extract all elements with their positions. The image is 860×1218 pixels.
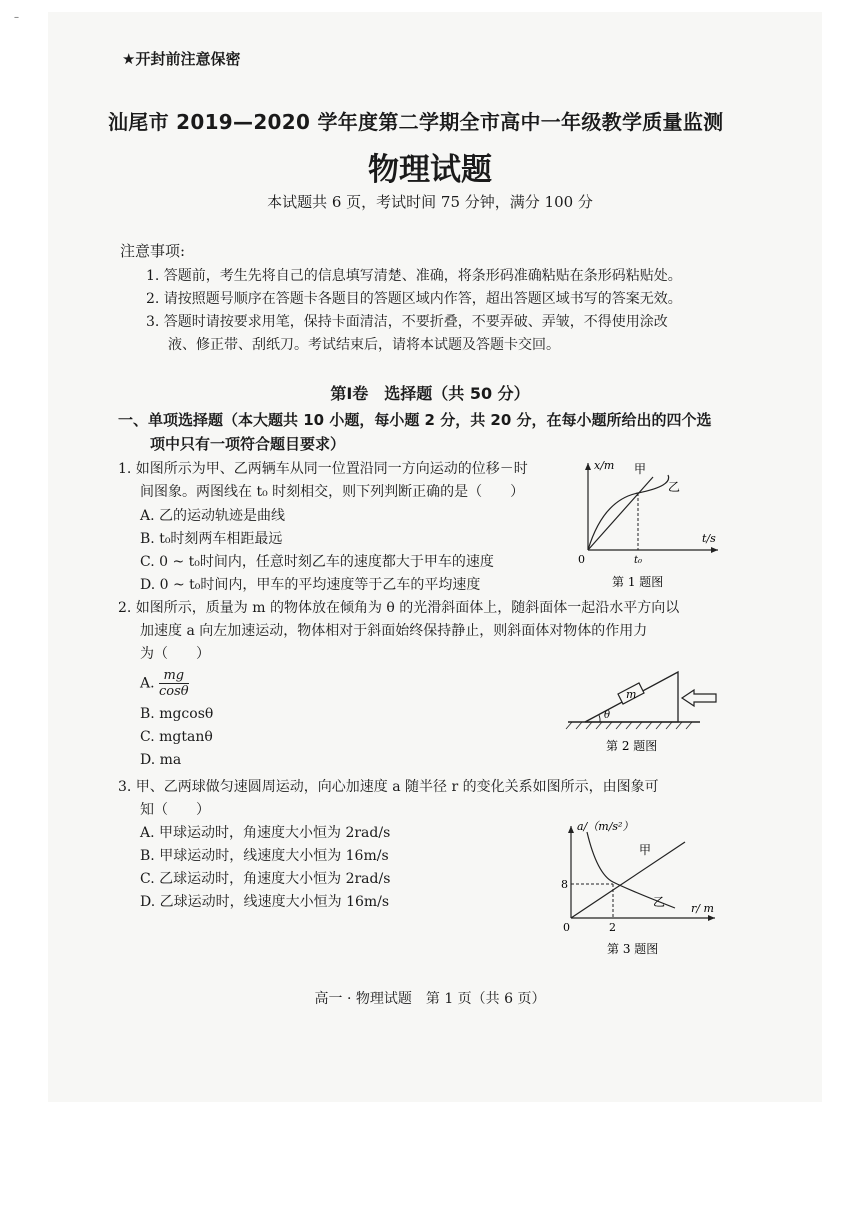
q3-x-arrow bbox=[708, 915, 715, 921]
q3-xlabel: r/ m bbox=[691, 902, 714, 915]
q1-yi-label: 乙 bbox=[668, 480, 681, 494]
q1-figure bbox=[568, 455, 728, 595]
q1-option-b: B. t₀时刻两车相距最远 bbox=[140, 531, 283, 547]
q1-xlabel: t/s bbox=[702, 532, 716, 545]
q1-option-a: A. 乙的运动轨迹是曲线 bbox=[140, 508, 286, 524]
section-title: 第Ⅰ卷 选择题（共 50 分） bbox=[330, 384, 530, 403]
confidential-notice: ★开封前注意保密 bbox=[122, 50, 241, 68]
scan-mark: – bbox=[14, 12, 19, 23]
q1-ylabel: x/m bbox=[594, 459, 615, 472]
q1-option-d: D. 0 ~ t₀时间内，甲车的平均速度等于乙车的平均速度 bbox=[140, 577, 481, 593]
q2-m-label: m bbox=[626, 688, 637, 701]
q1-y-arrow bbox=[585, 463, 591, 470]
q3-option-a: A. 甲球运动时，角速度大小恒为 2rad/s bbox=[140, 825, 391, 841]
part-instructions: 一、单项选择题（本大题共 10 小题，每小题 2 分，共 20 分，在每小题所给出的四个选 bbox=[118, 411, 712, 429]
q1-stem: 1. 如图所示为甲、乙两辆车从同一位置沿同一方向运动的位移－时 bbox=[118, 461, 528, 477]
q2-stem: 2. 如图所示，质量为 m 的物体放在倾角为 θ 的光滑斜面体上，随斜面体一起沿水平方向以 bbox=[118, 600, 680, 616]
q2-option-c: C. mgtanθ bbox=[140, 729, 213, 745]
q3-y-arrow bbox=[568, 826, 574, 833]
q2-option-a bbox=[140, 668, 189, 699]
q2-theta-label: θ bbox=[604, 710, 611, 721]
q1-t0-label: t₀ bbox=[634, 555, 643, 566]
q2-option-a-numerator: mg bbox=[159, 668, 189, 684]
q2-force-arrow bbox=[682, 690, 716, 706]
q1-curve-yi bbox=[588, 475, 669, 550]
q2-option-a-denominator: cosθ bbox=[159, 684, 189, 699]
q2-option-d: D. ma bbox=[140, 752, 182, 768]
exam-title: 汕尾市 2019—2020 学年度第二学期全市高中一年级教学质量监测 bbox=[108, 110, 724, 134]
q3-ylabel: a/（m/s²） bbox=[577, 820, 634, 833]
q2-option-a-fraction bbox=[159, 668, 189, 699]
q3-origin: 0 bbox=[563, 921, 570, 934]
note-item: 3. 答题时请按要求用笔，保持卡面清洁，不要折叠，不要弄破、弄皱，不得使用涂改 bbox=[146, 314, 668, 330]
q3-jia-label: 甲 bbox=[639, 843, 652, 857]
q2-stem-cont: 加速度 a 向左加速运动，物体相对于斜面始终保持静止，则斜面体对物体的作用力 bbox=[140, 623, 648, 639]
q2-angle-arc bbox=[599, 715, 600, 722]
q3-stem: 3. 甲、乙两球做匀速圆周运动，向心加速度 a 随半径 r 的变化关系如图所示，由图象可 bbox=[118, 779, 659, 795]
q3-y8-label: 8 bbox=[561, 878, 568, 891]
note-item: 2. 请按照题号顺序在答题卡各题目的答题区域内作答，超出答题区域书写的答案无效。 bbox=[146, 291, 682, 307]
part-instructions-cont: 项中只有一项符合题目要求） bbox=[150, 435, 346, 453]
q2-option-b: B. mgcosθ bbox=[140, 706, 214, 722]
q2-stem-cont: 为（ ） bbox=[140, 646, 210, 662]
q3-caption: 第 3 题图 bbox=[607, 942, 659, 956]
q3-option-b: B. 甲球运动时，线速度大小恒为 16m/s bbox=[140, 848, 389, 864]
q3-x2-label: 2 bbox=[609, 921, 616, 934]
q3-line-jia bbox=[571, 842, 685, 918]
q3-yi-label: 乙 bbox=[653, 895, 666, 909]
q1-stem-cont: 间图象。两图线在 t₀ 时刻相交，则下列判断正确的是（ ） bbox=[140, 484, 525, 500]
q2-caption: 第 2 题图 bbox=[606, 739, 658, 753]
q3-stem-cont: 知（ ） bbox=[140, 802, 210, 818]
q2-ground-hatch bbox=[566, 722, 692, 729]
q1-jia-label: 甲 bbox=[634, 462, 647, 476]
q3-option-c: C. 乙球运动时，角速度大小恒为 2rad/s bbox=[140, 871, 391, 887]
q1-x-arrow bbox=[711, 547, 718, 553]
q1-option-c: C. 0 ~ t₀时间内，任意时刻乙车的速度都大于甲车的速度 bbox=[140, 554, 494, 570]
note-item: 液、修正带、刮纸刀。考试结束后，请将本试题及答题卡交回。 bbox=[168, 337, 560, 353]
q1-origin: 0 bbox=[578, 553, 585, 566]
q1-line-jia bbox=[588, 477, 653, 550]
exam-info: 本试题共 6 页，考试时间 75 分钟，满分 100 分 bbox=[267, 193, 593, 211]
note-item: 1. 答题前，考生先将自己的信息填写清楚、准确，将条形码准确粘贴在条形码粘贴处。 bbox=[146, 268, 682, 284]
q3-figure bbox=[555, 812, 720, 960]
q2-figure bbox=[560, 660, 730, 760]
notes-heading: 注意事项: bbox=[120, 242, 186, 260]
q1-caption: 第 1 题图 bbox=[612, 575, 664, 589]
q2-option-a-letter: A. bbox=[140, 675, 155, 692]
q3-option-d: D. 乙球运动时，线速度大小恒为 16m/s bbox=[140, 894, 390, 910]
subject-title: 物理试题 bbox=[368, 152, 492, 188]
page-footer: 高一 · 物理试题 第 1 页（共 6 页） bbox=[314, 991, 546, 1007]
